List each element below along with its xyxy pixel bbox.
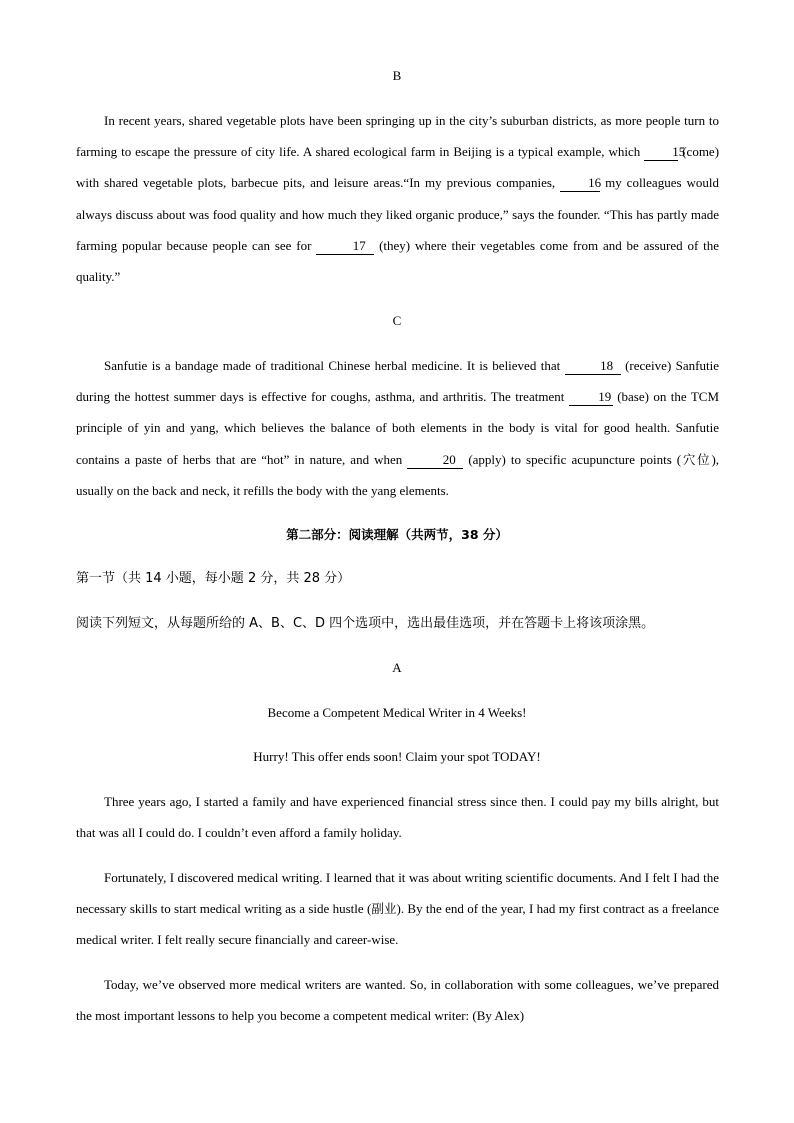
section-c-text-5: ), usually on the back and neck, it refills the body with the yang elements.	[76, 451, 720, 498]
section-c-text-4: (apply) to specific acupuncture points (	[468, 451, 682, 467]
section-b-text-1: In recent years, shared vegetable plots have been springing up in the city’s suburban districts, as more people turn to farming to escape the pressure of city life. A shared ecological farm in Beijing is a typical example, which	[76, 113, 719, 160]
section-b-text-4: (they) where their vegetables come from and be assured of the quality.”	[76, 237, 719, 285]
section-c-text-2: (receive) Sanfutie during the hottest summer days is effective for coughs, asthma, and arthritis. The treatment	[76, 358, 720, 405]
section-c-label: C	[392, 313, 402, 328]
reading-instructions: 阅读下列短文，从每题所给的 A、B、C、D 四个选项中，选出最佳选项，并在答题卡上将该项涂黑。	[76, 616, 655, 631]
part-two-heading: 第二部分：阅读理解（共两节，38 分）	[286, 527, 508, 542]
passage-a-text-2b: ). By the end of the year, I had my first contract as a freelance medical writer. I felt really secure financially and career-wise.	[76, 901, 719, 948]
section-b-text-3: my colleagues would always discuss about was food quality and how much they liked organic produce,” says the founder. “This has partly made farming popular because people can see for	[76, 175, 720, 253]
passage-a-subtitle: Hurry! This offer ends soon! Claim your spot TODAY!	[253, 749, 541, 764]
passage-a-paragraph-1: Three years ago, I started a family and have experienced financial stress since then. I could pay my bills alright, but that was all I could do. I couldn’t even afford a family holiday.	[76, 794, 719, 841]
blank-15[interactable]: 15	[644, 144, 678, 161]
blank-20[interactable]: 20	[407, 452, 463, 469]
passage-a-paragraph-2	[76, 862, 719, 956]
passage-a-label: A	[392, 660, 402, 675]
blank-16[interactable]: 16	[560, 175, 600, 192]
passage-a-text-2a: Fortunately, I discovered medical writing. I learned that it was about writing scientific documents. And I felt I had the necessary skills to start medical writing as a side hustle (	[76, 870, 719, 917]
passage-a-title: Become a Competent Medical Writer in 4 Weeks!	[267, 705, 527, 720]
section-c-paragraph	[76, 350, 719, 506]
section-one-heading: 第一节（共 14 小题，每小题 2 分，共 28 分）	[76, 571, 351, 586]
section-c-text-3: (base) on the TCM principle of yin and yang, which believes the balance of both elements in the body is vital for good health. Sanfutie contains a paste of herbs that are “hot” in nature, and when	[76, 389, 720, 467]
blank-17[interactable]: 17	[316, 238, 374, 255]
blank-19[interactable]: 19	[569, 389, 613, 406]
section-b-label: B	[392, 68, 402, 83]
section-b-text-2: (come) with shared vegetable plots, barbecue pits, and leisure areas.“In my previous companies,	[76, 144, 720, 191]
section-c-text-1: Sanfutie is a bandage made of traditional Chinese herbal medicine. It is believed that	[104, 358, 561, 373]
section-b-paragraph	[76, 105, 719, 292]
blank-18[interactable]: 18	[565, 358, 621, 375]
passage-a-cn-term: 副业	[371, 901, 397, 917]
passage-a-paragraph-3: Today, we’ve observed more medical writers are wanted. So, in collaboration with some colleagues, we’ve prepared the most important lessons to help you become a competent medical writer: (By Alex)	[76, 977, 719, 1024]
section-c-cn-term: 穴位	[681, 451, 712, 467]
